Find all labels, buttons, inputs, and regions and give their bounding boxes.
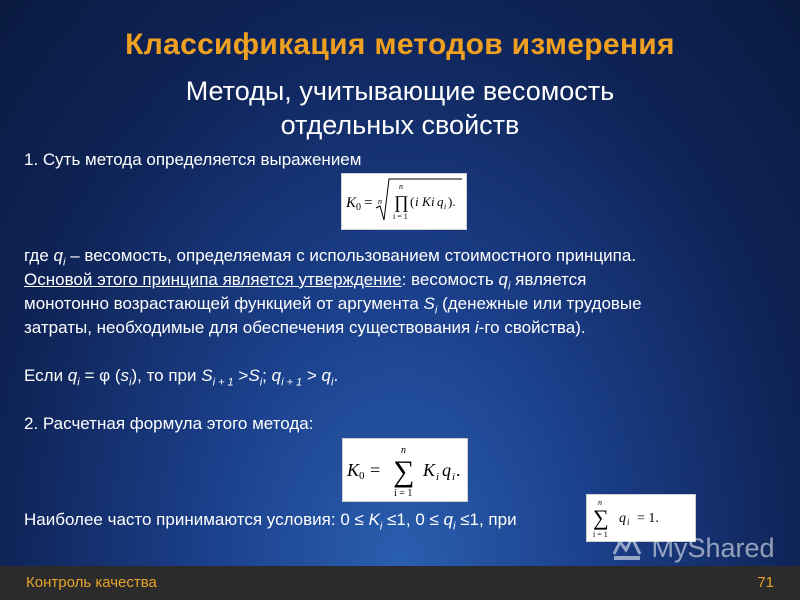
svg-text:i = 1: i = 1 [394,488,413,499]
svg-text:n: n [399,182,403,191]
svg-text:q: q [442,460,451,480]
subtitle-line-1: Методы, учитывающие весомость [185,76,615,106]
paragraph-7: 2. Расчетная формула этого метода: [24,414,314,433]
svg-text:=: = [370,460,381,480]
page-number: 71 [757,574,774,591]
svg-text:i: i [627,517,630,527]
svg-text:.: . [456,460,461,480]
subtitle-line-2: отдельных свойств [280,110,520,140]
paragraph-8: Наиболее часто принимаются условия: $0 \le K_i \le 1$, $0 \le q_i \le 1$, при [24,510,517,533]
slide-title: Классификация методов измерения [125,28,675,61]
svg-text:i: i [444,202,447,211]
svg-text:K: K [422,194,431,209]
svg-text:∏: ∏ [394,192,409,212]
footer-bar [0,566,800,600]
paragraph-5: затраты, необходимые для обеспечения существования i-го свойства). [24,318,586,337]
svg-text:0: 0 [356,202,361,213]
svg-text:=: = [364,195,373,211]
svg-text:q: q [437,194,444,209]
svg-text:i: i [415,194,419,209]
svg-text:i: i [431,194,435,209]
svg-text:n: n [598,498,602,507]
svg-text:n: n [378,197,382,206]
watermark [610,532,775,564]
svg-text:0: 0 [359,470,365,482]
svg-text:i: i [436,471,440,483]
paragraph-4: монотонно возрастающей функцией от аргумента $S_i$ (денежные или трудовые [24,294,642,317]
svg-text:n: n [401,445,406,456]
formula-geometric-mean [341,173,467,230]
svg-text:K: K [346,195,357,211]
paragraph-1: 1. Суть метода определяется выражением [24,150,362,169]
svg-text:∑: ∑ [593,505,609,530]
paragraph-6: Если $q_i = \varphi$ $(s_i)$, то при $S_{i + 1} >S_i$; $q_{i + 1} > q_i$. [24,366,339,389]
underlined-statement: Основой этого принципа является утверждение [24,270,402,289]
svg-text:q: q [619,511,626,526]
svg-text:(: ( [410,194,415,209]
svg-text:K: K [347,460,360,480]
svg-text:K: K [423,460,436,480]
svg-text:).: ). [448,194,456,209]
svg-text:i: i [452,471,456,483]
watermark-logo-icon [610,533,652,563]
paragraph-3: Основой этого принципа является утверждение: весомость $q_i$ является [24,270,587,293]
svg-text:= 1.: = 1. [637,511,659,526]
svg-text:i = 1: i = 1 [593,530,608,539]
paragraph-2: где $q_i$ – весомость, определяемая с использованием стоимостного принципа. [24,246,637,269]
svg-text:i = 1: i = 1 [393,212,408,221]
watermark-text: MyShared [651,533,775,563]
slide-subtitle [100,74,700,142]
formula-weighted-sum [342,438,468,502]
footer-course-title: Контроль качества [26,574,157,591]
svg-text:∑: ∑ [393,455,415,488]
